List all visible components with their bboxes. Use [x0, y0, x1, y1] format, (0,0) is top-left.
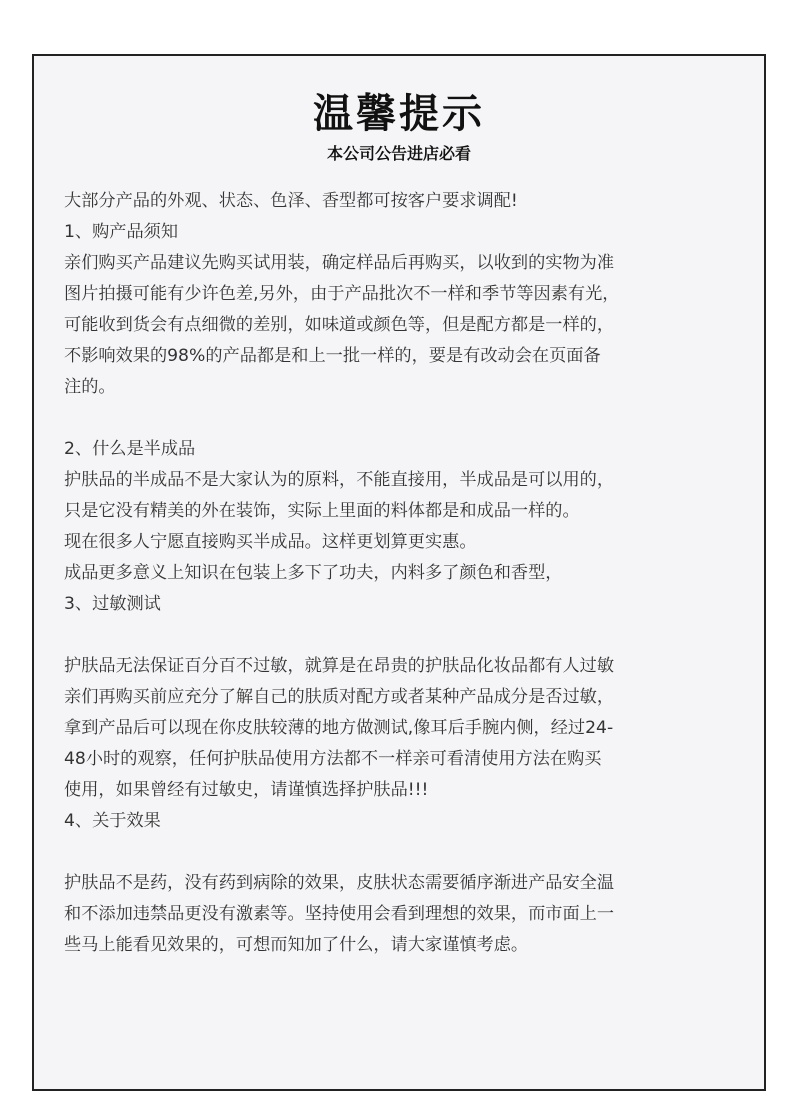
notice-line: 3、过敏测试	[64, 594, 161, 614]
notice-line: 和不添加违禁品更没有激素等。坚持使用会看到理想的效果，而市面上一	[64, 904, 615, 924]
notice-line: 些马上能看见效果的，可想而知加了什么，请大家谨慎考虑。	[64, 935, 529, 955]
notice-line: 使用，如果曾经有过敏史，请谨慎选择护肤品!!!	[64, 780, 429, 800]
notice-line: 护肤品不是药，没有药到病除的效果，皮肤状态需要循序渐进产品安全温	[64, 873, 615, 893]
notice-line: 只是它没有精美的外在装饰，实际上里面的料体都是和成品一样的。	[64, 501, 580, 521]
notice-subtitle: 本公司公告进店必看	[326, 144, 471, 163]
notice-line: 注的。	[64, 377, 116, 397]
notice-title: 温馨提示	[313, 91, 485, 137]
notice-line: 护肤品无法保证百分百不过敏，就算是在昂贵的护肤品化妆品都有人过敏	[64, 656, 615, 676]
notice-content	[64, 186, 760, 961]
blank-line	[64, 620, 760, 651]
notice-line: 48小时的观察，任何护肤品使用方法都不一样亲可看清使用方法在购买	[64, 749, 602, 769]
notice-line: 成品更多意义上知识在包装上多下了功夫，内料多了颜色和香型，	[64, 563, 563, 583]
notice-line: 2、什么是半成品	[64, 439, 196, 459]
notice-line: 图片拍摄可能有少许色差,另外，由于产品批次不一样和季节等因素有光，	[64, 284, 620, 304]
notice-line: 4、关于效果	[64, 811, 161, 831]
notice-line: 可能收到货会有点细微的差别，如味道或颜色等，但是配方都是一样的，	[64, 315, 615, 335]
blank-line	[64, 403, 760, 434]
notice-box	[32, 54, 766, 1091]
notice-line: 亲们购买产品建议先购买试用装，确定样品后再购买，以收到的实物为准	[64, 253, 615, 273]
notice-line: 拿到产品后可以现在你皮肤较薄的地方做测试,像耳后手腕内侧，经过24-	[64, 718, 614, 738]
blank-line	[64, 837, 760, 868]
notice-line: 不影响效果的98%的产品都是和上一批一样的，要是有改动会在页面备	[64, 346, 601, 366]
notice-line: 亲们再购买前应充分了解自己的肤质对配方或者某种产品成分是否过敏，	[64, 687, 615, 707]
notice-line: 1、购产品须知	[64, 222, 179, 242]
notice-line: 大部分产品的外观、状态、色泽、香型都可按客户要求调配!	[64, 191, 518, 211]
notice-line: 现在很多人宁愿直接购买半成品。这样更划算更实惠。	[64, 532, 477, 552]
notice-line: 护肤品的半成品不是大家认为的原料，不能直接用，半成品是可以用的，	[64, 470, 615, 490]
